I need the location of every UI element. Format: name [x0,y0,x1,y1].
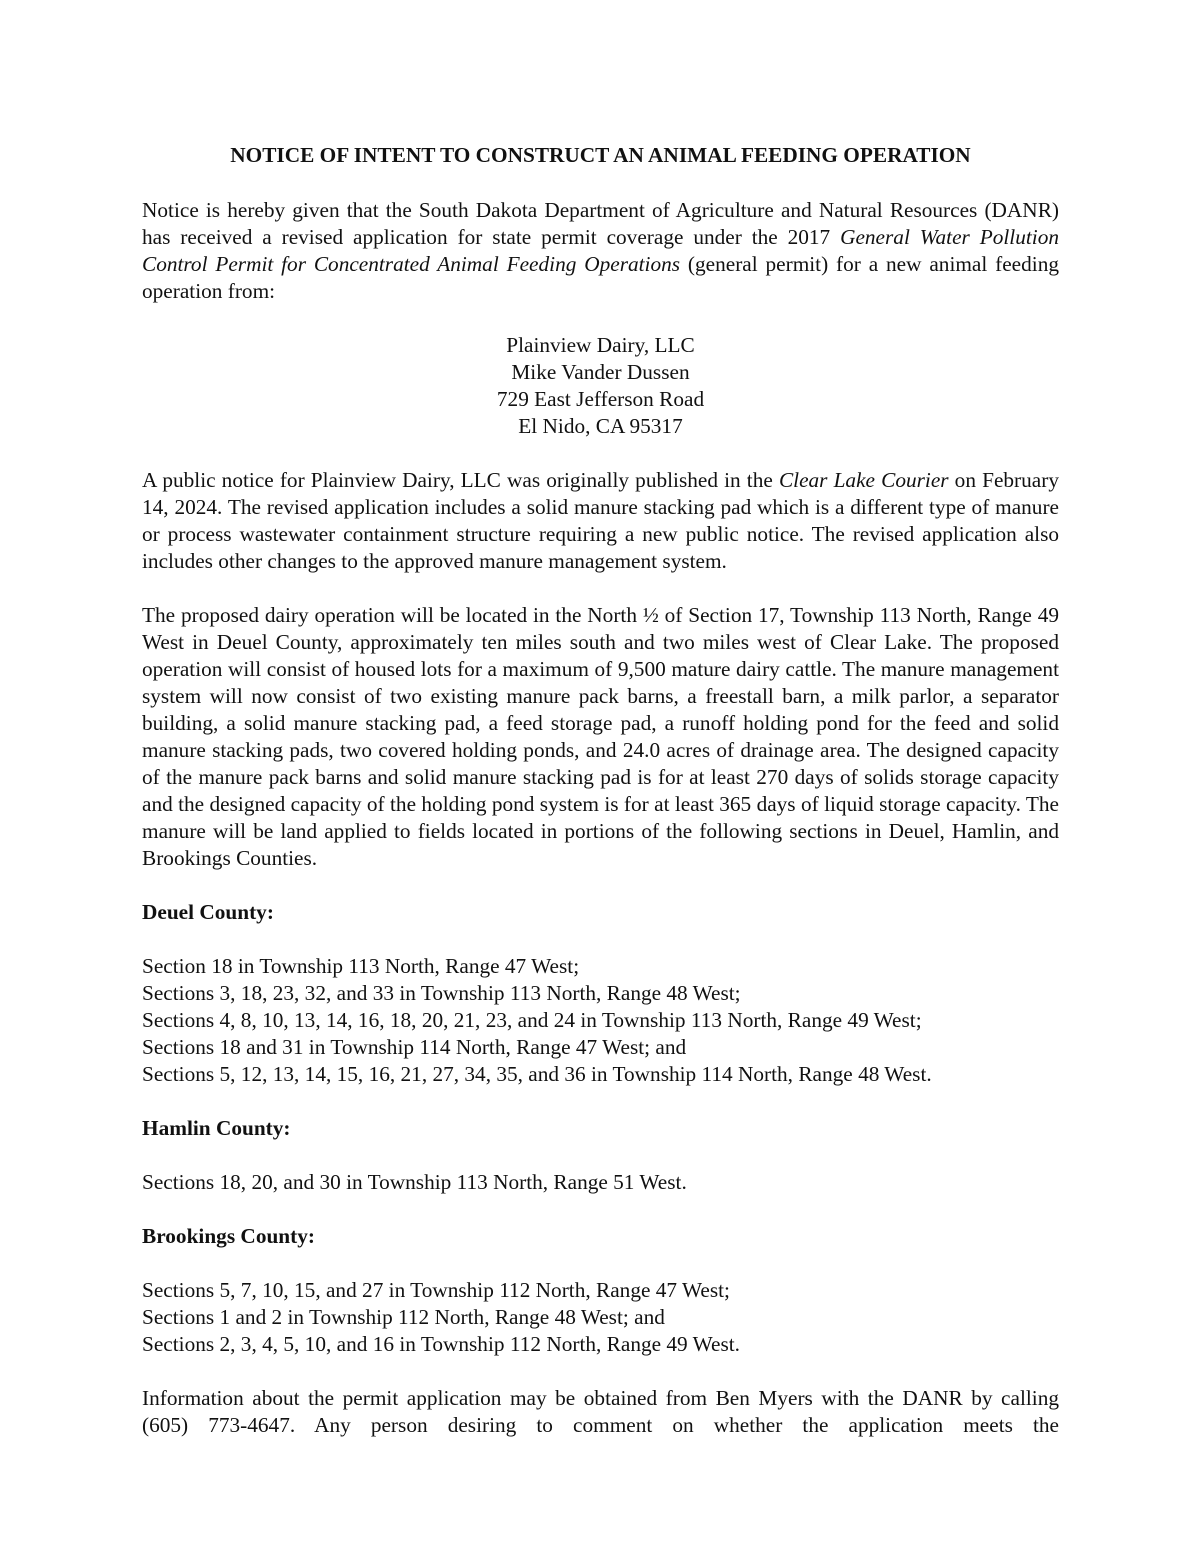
county-heading-deuel: Deuel County: [142,900,274,924]
county-heading-brookings: Brookings County: [142,1224,315,1248]
list-item: Sections 18, 20, and 30 in Township 113 North, Range 51 West. [142,1170,687,1194]
list-item: Sections 18 and 31 in Township 114 North, Range 47 West; and [142,1035,687,1059]
document-page [142,140,1059,1466]
address-line: El Nido, CA 95317 [518,414,683,438]
intro-paragraph [142,197,1059,305]
operation-paragraph: The proposed dairy operation will be located in the North ½ of Section 17, Township 113 North, Range 49 West in Deuel County, approximately ten miles south and two miles west of Clear Lake. The proposed operation will consist of housed lots for a maximum of 9,500 mature dairy cattle. The manure management system will now consist of two existing manure pack barns, a freestall barn, a milk parlor, a separator building, a solid manure stacking pad, a feed storage pad, a runoff holding pond for the feed and solid manure stacking pads, two covered holding ponds, and 24.0 acres of drainage area. The designed capacity of the manure pack barns and solid manure stacking pad is for at least 270 days of solids storage capacity and the designed capacity of the holding pond system is for at least 365 days of liquid storage capacity. The manure will be land applied to fields located in portions of the following sections in Deuel, Hamlin, and Brookings Counties. [142,603,1059,870]
county-heading-hamlin: Hamlin County: [142,1116,291,1140]
intro-text-1: Notice is hereby given that the South Dakota Department of Agriculture and Natural Resources (DANR) has received a revised application for state permit coverage under the 2017 [142,198,1059,249]
permit-name: General Water Pollution Control Permit for Concentrated Animal Feeding Operations [142,225,1059,276]
address-line: Plainview Dairy, LLC [506,333,695,357]
info-paragraph: Information about the permit application may be obtained from Ben Myers with the DANR by calling (605) 773-4647. Any person desiring to comment on whether the application meets the [142,1386,1059,1437]
list-item: Sections 1 and 2 in Township 112 North, Range 48 West; and [142,1305,665,1329]
address-line: 729 East Jefferson Road [496,387,705,411]
address-line: Mike Vander Dussen [511,360,690,384]
list-item: Section 18 in Township 113 North, Range 47 West; [142,954,580,978]
document-title: NOTICE OF INTENT TO CONSTRUCT AN ANIMAL FEEDING OPERATION [230,143,971,167]
applicant-address [142,332,1059,440]
hamlin-sections-list [142,1169,1059,1196]
newspaper-name: Clear Lake Courier [778,468,949,492]
public-notice-text-2: on February 14, 2024. The revised application includes a solid manure stacking pad which is a different type of manure or process wastewater containment structure requiring a new public notice. The revised application also includes other changes to the approved manure management system. [142,468,1059,573]
list-item: Sections 2, 3, 4, 5, 10, and 16 in Township 112 North, Range 49 West. [142,1332,741,1356]
intro-text-2: (general permit) for a new animal feeding operation from: [142,252,1060,303]
public-notice-paragraph [142,467,1059,575]
public-notice-text-1: A public notice for Plainview Dairy, LLC was originally published in the [142,468,779,492]
list-item: Sections 3, 18, 23, 32, and 33 in Township 113 North, Range 48 West; [142,981,741,1005]
brookings-sections-list [142,1277,1059,1358]
list-item: Sections 5, 12, 13, 14, 15, 16, 21, 27, 34, 35, and 36 in Township 114 North, Range 48 West. [142,1062,932,1086]
list-item: Sections 4, 8, 10, 13, 14, 16, 18, 20, 21, 23, and 24 in Township 113 North, Range 49 West; [142,1008,922,1032]
list-item: Sections 5, 7, 10, 15, and 27 in Township 112 North, Range 47 West; [142,1278,730,1302]
deuel-sections-list [142,953,1059,1088]
